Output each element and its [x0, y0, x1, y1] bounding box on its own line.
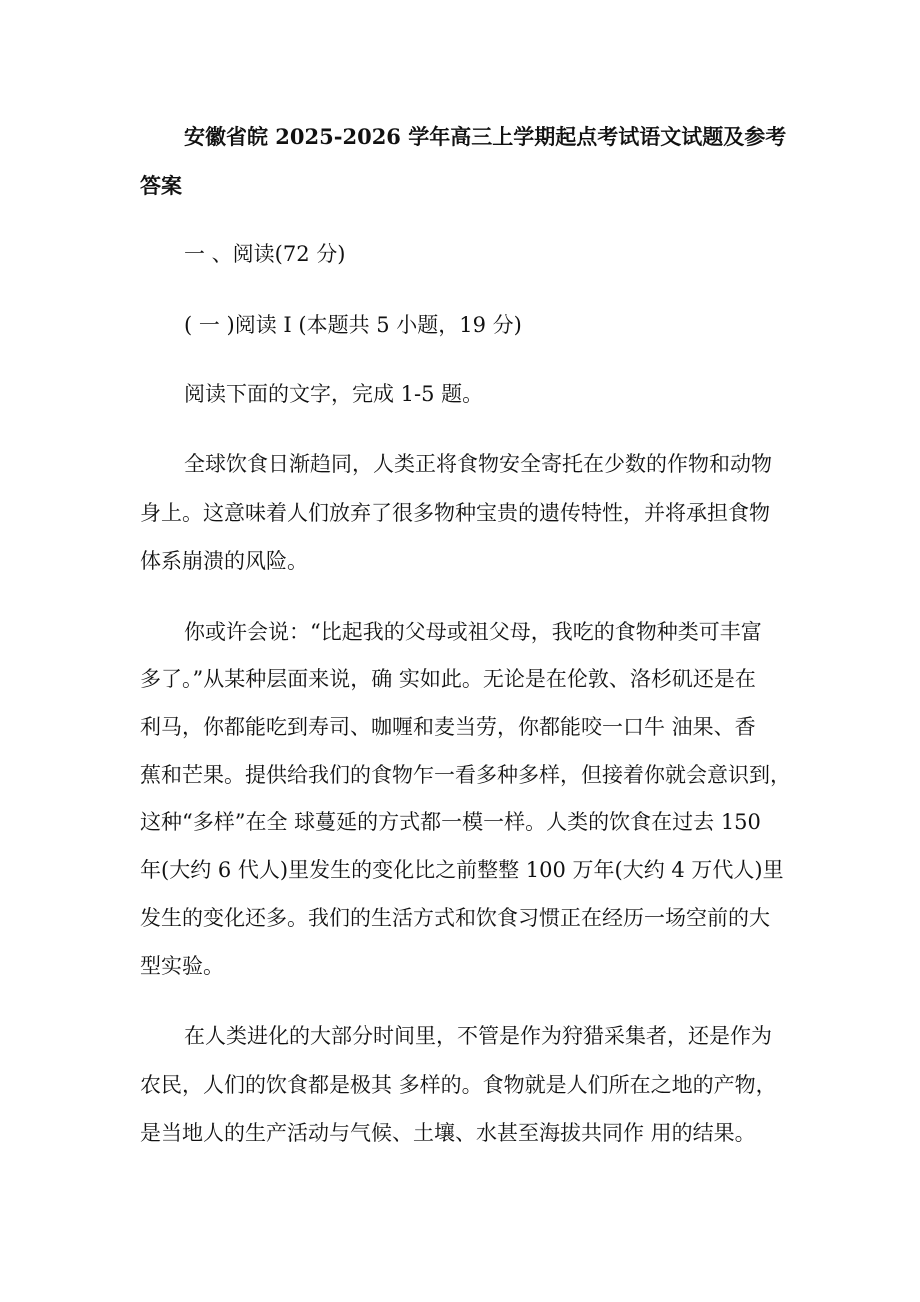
- subsection-heading: ( 一 )阅读 I (本题共 5 小题，19 分): [184, 313, 522, 337]
- reading-instruction: 阅读下面的文字，完成 1-5 题。: [184, 382, 484, 406]
- paragraph-2-line-6: 年(大约 6 代人)里发生的变化比之前整整 100 万年(大约 4 万代人)里: [140, 858, 784, 882]
- paragraph-3-line-3: 是当地人的生产活动与气候、土壤、水甚至海拔共同作 用的结果。: [140, 1121, 756, 1145]
- paragraph-2-line-4: 蕉和芒果。提供给我们的食物乍一看多种多样，但接着你就会意识到，: [140, 763, 791, 787]
- paragraph-2-line-1: 你或许会说：“比起我的父母或祖父母，我吃的食物种类可丰富: [184, 620, 762, 644]
- paragraph-2-line-3: 利马，你都能吃到寿司、咖喱和麦当劳，你都能咬一口牛 油果、香: [140, 715, 756, 739]
- section-heading: 一 、阅读(72 分): [184, 242, 346, 266]
- document-title-line-2: 答案: [140, 173, 182, 198]
- paragraph-1-line-2: 身上。这意味着人们放弃了很多物种宝贵的遗传特性，并将承担食物: [140, 501, 770, 525]
- paragraph-2-line-7: 发生的变化还多。我们的生活方式和饮食习惯正在经历一场空前的大: [140, 906, 770, 930]
- paragraph-1-line-3: 体系崩溃的风险。: [140, 549, 308, 573]
- document-title-line-1: 安徽省皖 2025-2026 学年高三上学期起点考试语文试题及参考: [184, 124, 787, 149]
- paragraph-1-line-1: 全球饮食日渐趋同，人类正将食物安全寄托在少数的作物和动物: [184, 452, 772, 476]
- paragraph-2-line-2: 多了。”从某种层面来说，确 实如此。无论是在伦敦、洛杉矶还是在: [140, 667, 756, 691]
- paragraph-3-line-1: 在人类进化的大部分时间里，不管是作为狩猎采集者，还是作为: [184, 1024, 772, 1048]
- paragraph-3-line-2: 农民，人们的饮食都是极其 多样的。食物就是人们所在之地的产物，: [140, 1073, 777, 1097]
- paragraph-2-line-5: 这种“多样”在全 球蔓延的方式都一模一样。人类的饮食在过去 150: [140, 810, 761, 834]
- paragraph-2-line-8: 型实验。: [140, 954, 224, 978]
